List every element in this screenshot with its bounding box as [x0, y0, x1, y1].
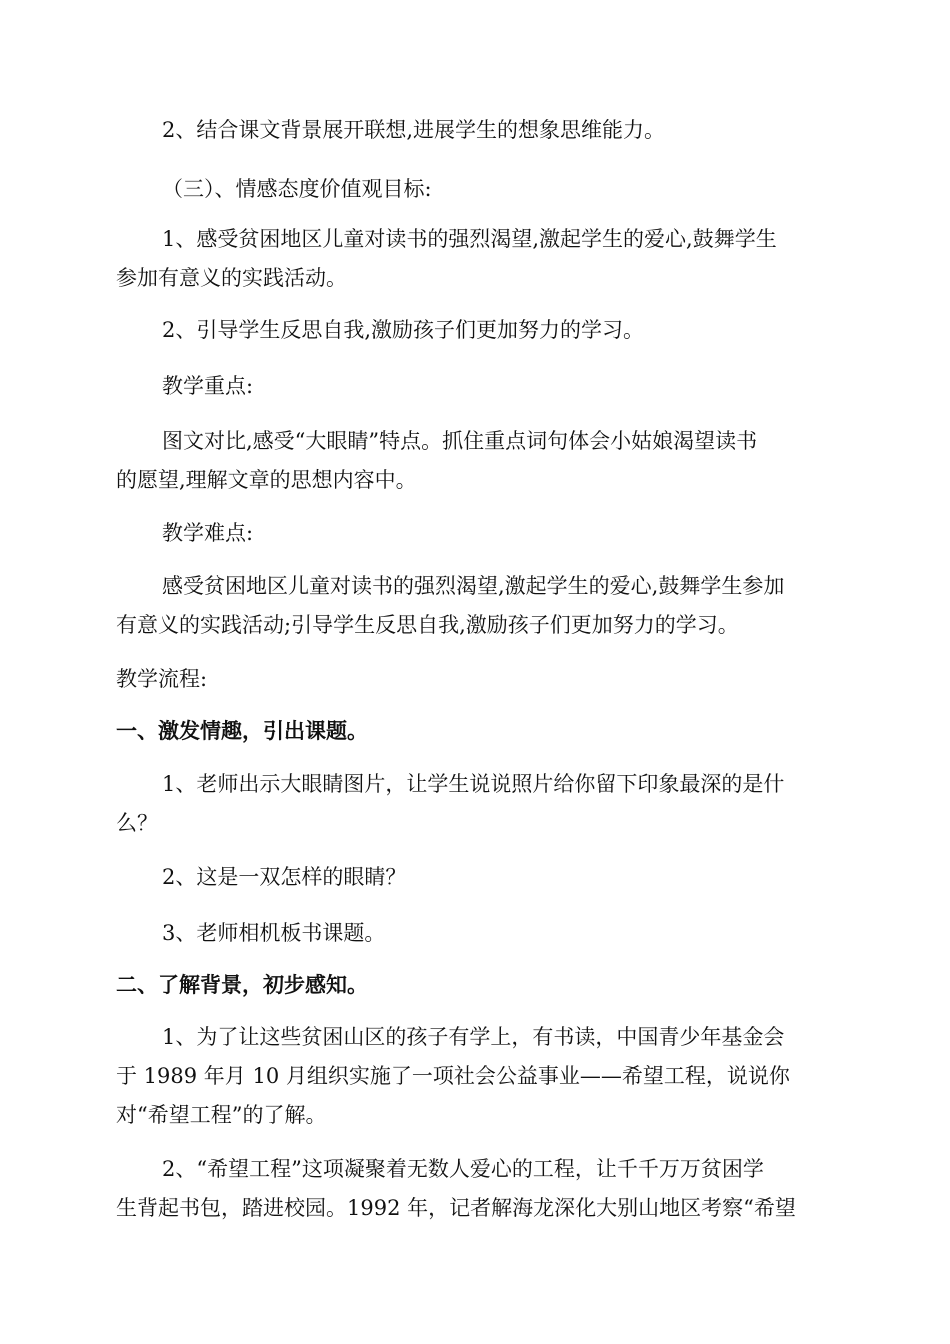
text-line: 图文对比,感受“大眼睛”特点。抓住重点词句体会小姑娘渴望读书: [162, 429, 758, 453]
paragraph-step-1-3: [162, 914, 882, 953]
paragraph-process-goal-2: [162, 111, 882, 150]
text-line: 1、老师出示大眼睛图片，让学生说说照片给你留下印象最深的是什: [162, 772, 785, 796]
paragraph-step-2-2: [116, 1150, 836, 1228]
text-line: 对“希望工程”的了解。: [116, 1103, 327, 1127]
text-line: 教学难点:: [162, 521, 254, 545]
text-line: 的愿望,理解文章的思想内容中。: [116, 468, 417, 492]
text-line: 1、为了让这些贫困山区的孩子有学上，有书读，中国青少年基金会: [162, 1025, 785, 1049]
text-line: 生背起书包，踏进校园。1992 年，记者解海龙深化大别山地区考察“希望: [116, 1196, 796, 1220]
heading-teaching-difficulty: [162, 514, 882, 553]
text-line: 1、感受贫困地区儿童对读书的强烈渴望,激起学生的爱心,鼓舞学生: [162, 227, 777, 251]
heading-teaching-focus: [162, 367, 882, 406]
text-line: 参加有意义的实践活动。: [116, 266, 347, 290]
paragraph-step-2-1: [116, 1018, 836, 1135]
paragraph-emotion-goal-2: [162, 311, 882, 350]
text-line: 一、激发情趣，引出课题。: [116, 719, 368, 743]
text-line: 教学流程:: [116, 667, 208, 691]
heading-emotion-goals: [162, 170, 882, 209]
text-line: 2、这是一双怎样的眼睛？: [162, 865, 407, 889]
paragraph-step-1-2: [162, 858, 882, 897]
text-line: 么？: [116, 811, 158, 835]
heading-teaching-process: [116, 660, 836, 699]
section-heading-1: [116, 712, 836, 751]
text-line: 有意义的实践活动;引导学生反思自我,激励孩子们更加努力的学习。: [116, 613, 739, 637]
text-line: 于 1989 年月 10 月组织实施了一项社会公益事业——希望工程，说说你: [116, 1064, 790, 1088]
section-heading-2: [116, 966, 836, 1005]
text-line: 2、结合课文背景展开联想,进展学生的想象思维能力。: [162, 118, 666, 142]
paragraph-teaching-focus: [116, 422, 836, 500]
text-line: 教学重点:: [162, 374, 254, 398]
paragraph-step-1-1: [116, 765, 836, 843]
text-line: （三）、情感态度价值观目标:: [162, 177, 432, 201]
text-line: 3、老师相机板书课题。: [162, 921, 386, 945]
text-line: 感受贫困地区儿童对读书的强烈渴望,激起学生的爱心,鼓舞学生参加: [162, 574, 785, 598]
text-line: 2、“希望工程”这项凝聚着无数人爱心的工程，让千千万万贫困学: [162, 1157, 764, 1181]
paragraph-emotion-goal-1: [116, 220, 836, 298]
text-line: 2、引导学生反思自我,激励孩子们更加努力的学习。: [162, 318, 645, 342]
paragraph-teaching-difficulty: [116, 567, 836, 645]
text-line: 二、了解背景，初步感知。: [116, 973, 368, 997]
